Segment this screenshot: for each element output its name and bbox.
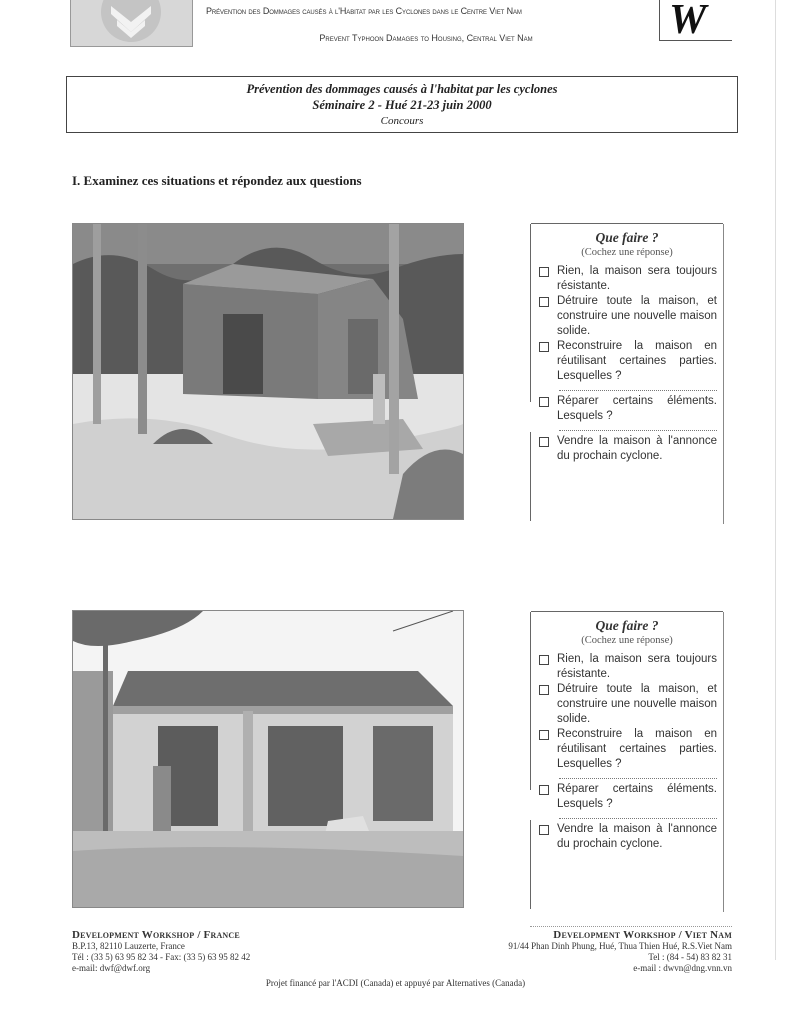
option-reconstruct[interactable]: Reconstruire la maison en réutilisant certaines parties. Lesquelles ? xyxy=(537,339,717,384)
checkbox[interactable] xyxy=(539,825,549,835)
checkbox[interactable] xyxy=(539,685,549,695)
checkbox[interactable] xyxy=(539,297,549,307)
footer-vietnam xyxy=(430,930,732,974)
answer-line[interactable] xyxy=(559,814,717,819)
option-sell[interactable]: Vendre la maison à l'annonce du prochain cyclone. xyxy=(537,822,717,852)
checkbox[interactable] xyxy=(539,730,549,740)
header-title-en: Prevent Typhoon Damages to Housing, Central Viet Nam xyxy=(319,33,533,43)
section-heading: I. Examinez ces situations et répondez aux questions xyxy=(72,173,362,188)
checkbox[interactable] xyxy=(539,437,549,447)
question-box-1 xyxy=(531,223,723,521)
checkbox[interactable] xyxy=(539,655,549,665)
option-repair[interactable]: Réparer certains éléments. Lesquels ? xyxy=(537,394,717,424)
answer-line[interactable] xyxy=(559,774,717,779)
question-subtitle: (Cochez une réponse) xyxy=(581,635,673,646)
checkbox[interactable] xyxy=(539,785,549,795)
answer-line[interactable] xyxy=(559,386,717,391)
footer-email-vietnam: e-mail : dwvn@dng.vnn.vn xyxy=(633,963,732,973)
checkbox[interactable] xyxy=(539,397,549,407)
footer-divider xyxy=(530,926,732,928)
option-repair[interactable]: Réparer certains éléments. Lesquels ? xyxy=(537,782,717,812)
checkbox[interactable] xyxy=(539,342,549,352)
option-destroy-rebuild[interactable]: Détruire toute la maison, et construire une nouvelle maison solide. xyxy=(537,294,717,339)
question-subtitle: (Cochez une réponse) xyxy=(581,247,673,258)
option-nothing[interactable]: Rien, la maison sera toujours résistante. xyxy=(537,652,717,682)
header-title-fr: Prévention des Dommages causés à l'Habitat par les Cyclones dans le Centre Viet Nam xyxy=(206,6,522,16)
title-box xyxy=(66,76,738,133)
organization-logo xyxy=(70,0,193,47)
margin-rule xyxy=(775,0,776,960)
logo-mark: W xyxy=(669,0,701,43)
photo-tiled-house xyxy=(72,610,464,908)
answer-line[interactable] xyxy=(559,426,717,431)
question-title: Que faire ? xyxy=(595,230,659,245)
footer-org-vietnam: Development Workshop / Viet Nam xyxy=(553,929,732,941)
development-workshop-logo xyxy=(659,0,733,46)
title-line-2: Séminaire 2 - Hué 21-23 juin 2000 xyxy=(312,98,492,112)
footer-address-france: B.P.13, 82110 Lauzerte, France xyxy=(72,941,185,951)
option-reconstruct[interactable]: Reconstruire la maison en réutilisant certaines parties. Lesquelles ? xyxy=(537,727,717,772)
footer-address-vietnam: 91/44 Phan Dinh Phung, Hué, Thua Thien Hué, R.S.Viet Nam xyxy=(508,941,732,951)
footer-phone-vietnam: Tel : (84 - 54) 83 82 31 xyxy=(648,952,732,962)
option-destroy-rebuild[interactable]: Détruire toute la maison, et construire une nouvelle maison solide. xyxy=(537,682,717,727)
footer-france xyxy=(72,930,250,974)
question-box-2 xyxy=(531,611,723,909)
checkbox[interactable] xyxy=(539,267,549,277)
option-sell[interactable]: Vendre la maison à l'annonce du prochain cyclone. xyxy=(537,434,717,464)
footer-org-france: Development Workshop / France xyxy=(72,929,240,941)
question-title: Que faire ? xyxy=(595,618,659,633)
photo-damaged-shack xyxy=(72,223,464,520)
option-nothing[interactable]: Rien, la maison sera toujours résistante. xyxy=(537,264,717,294)
footer-funding-note: Projet financé par l'ACDI (Canada) et appuyé par Alternatives (Canada) xyxy=(265,978,526,988)
title-line-3: Concours xyxy=(380,115,424,127)
footer-email-france: e-mail: dwf@dwf.org xyxy=(72,963,151,973)
title-line-1: Prévention des dommages causés à l'habitat par les cyclones xyxy=(246,82,558,96)
footer-phone-france: Tél : (33 5) 63 95 82 34 - Fax: (33 5) 63 95 82 42 xyxy=(72,952,251,962)
